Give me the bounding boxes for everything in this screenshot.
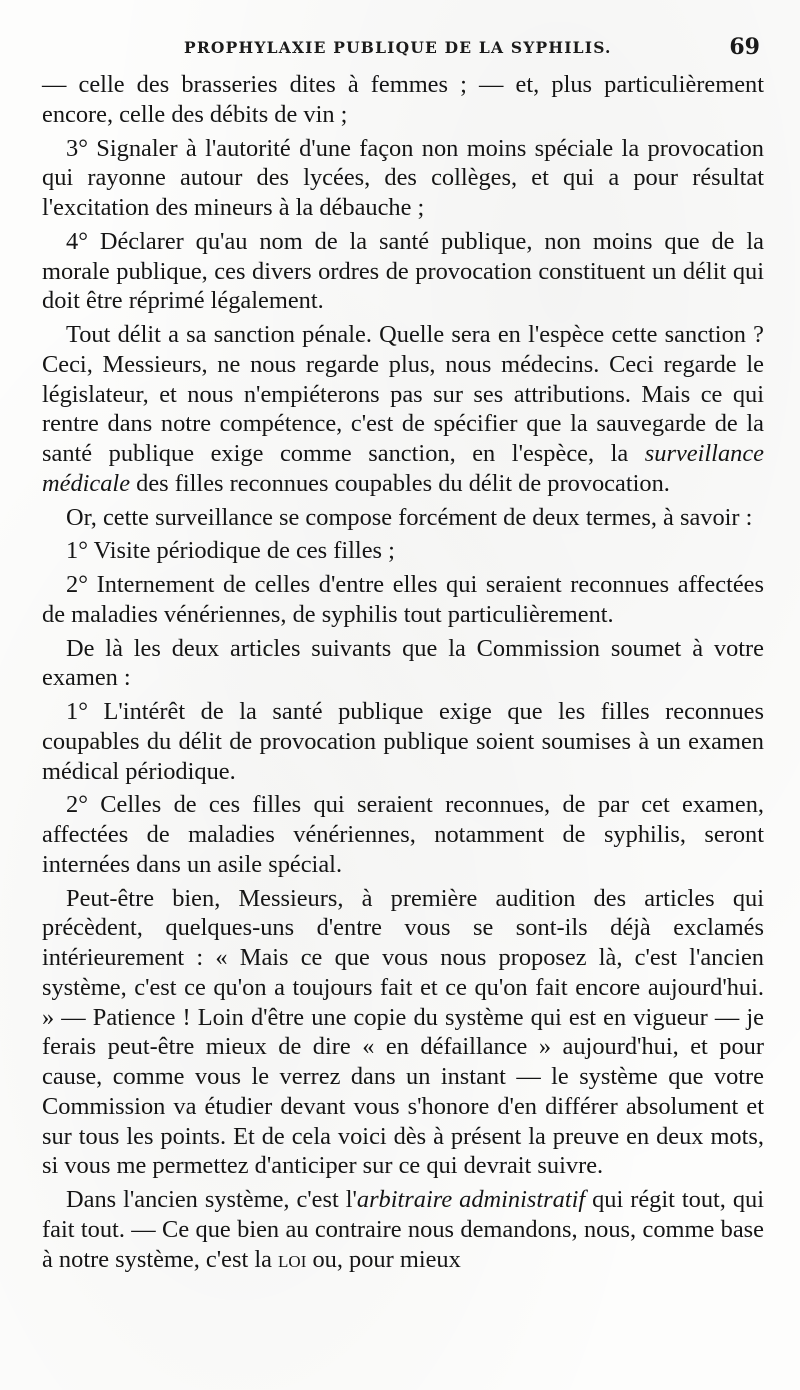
paragraph <box>42 884 764 1182</box>
paragraph <box>42 1185 764 1274</box>
italic-emphasis: surveillance médicale <box>42 440 764 497</box>
paragraph-text: 1° L'intérêt de la santé publique exige que les filles reconnues coupables du délit de provocation publique soient soumises à un examen médical périodique. <box>42 698 764 785</box>
paragraph-text: qui régit tout, qui fait tout. — Ce que bien au contraire nous demandons, nous, comme base à notre système, c'est la <box>42 1186 765 1273</box>
page-header <box>44 34 766 64</box>
paragraph-text: 2° Celles de ces filles qui seraient reconnues, de par cet examen, affectées de maladies vénériennes, notamment de syphilis, seront internées dans un asile spécial. <box>42 791 764 878</box>
paragraph-text: 2° Internement de celles d'entre elles qui seraient reconnues affectées de maladies vénériennes, de syphilis tout particulièrement. <box>42 571 764 628</box>
running-title: PROPHYLAXIE PUBLIQUE DE LA SYPHILIS. <box>184 38 612 57</box>
paragraph-text: des filles reconnues coupables du délit de provocation. <box>130 469 670 497</box>
small-caps-word: loi <box>278 1245 307 1273</box>
list-item <box>42 790 764 879</box>
list-item <box>42 697 764 786</box>
paragraph <box>42 503 764 533</box>
paragraph-text: Peut-être bien, Messieurs, à première audition des articles qui précèdent, quelques-uns d'entre vous se sont-ils déjà exclamés intérieurement : « Mais ce que vous nous proposez là, c'est l'ancien système, c'est ce qu'on a toujours fait et ce qu'on fait encore aujourd'hui. » — Patience ! Loin d'être une copie du système qui est en vigueur — je ferais peut-être mieux de dire « en défaillance » aujourd'hui, et pour cause, comme vous le verrez dans un instant — le système que votre Commission va étudier devant vous s'honore d'en différer absolument et sur tous les points. Et de cela voici dès à présent la preuve en deux mots, si vous me permettez d'anticiper sur ce qui devrait suivre. <box>42 884 764 1180</box>
paragraph-text: De là les deux articles suivants que la Commission soumet à votre examen : <box>42 634 764 692</box>
paragraph <box>42 634 764 694</box>
paragraph-text: 3° Signaler à l'autorité d'une façon non moins spéciale la provocation qui rayonne autour des lycées, des collèges, et qui a pour résultat l'excitation des mineurs à la débauche ; <box>42 134 764 221</box>
paragraph-text: Or, cette surveillance se compose forcément de deux termes, à savoir : <box>66 503 753 531</box>
italic-emphasis: arbitraire administratif <box>356 1186 586 1213</box>
list-item <box>42 570 764 630</box>
paragraph-text: 4° Déclarer qu'au nom de la santé publique, non moins que de la morale publique, ces divers ordres de provocation constituent un délit qui doit être réprimé légalement. <box>42 227 764 315</box>
page-number: 69 <box>729 34 760 60</box>
paragraph-text: Tout délit a sa sanction pénale. Quelle sera en l'espèce cette sanction ? Ceci, Messieurs, ne nous regarde plus, nous médecins. Ceci regarde le législateur, et nous n'empiéterons pas sur ses attributions. Mais ce qui rentre dans notre compétence, c'est de spécifier que la sauvegarde de la santé publique exige comme sanction, en l'espèce, la <box>42 321 764 467</box>
paragraph-text: Dans l'ancien système, c'est l' <box>66 1186 357 1213</box>
paragraph-text: — celle des brasseries dites à femmes ; — et, plus particulièrement encore, celle des débits de vin ; <box>42 71 764 128</box>
paragraph <box>42 227 764 316</box>
paragraph <box>42 70 764 130</box>
paragraph <box>42 320 764 499</box>
body-text <box>42 70 764 1278</box>
paragraph-text: 1° Visite périodique de ces filles ; <box>66 537 395 565</box>
paragraph <box>42 134 764 223</box>
paragraph-text: ou, pour mieux <box>306 1245 461 1273</box>
list-item <box>42 536 764 566</box>
